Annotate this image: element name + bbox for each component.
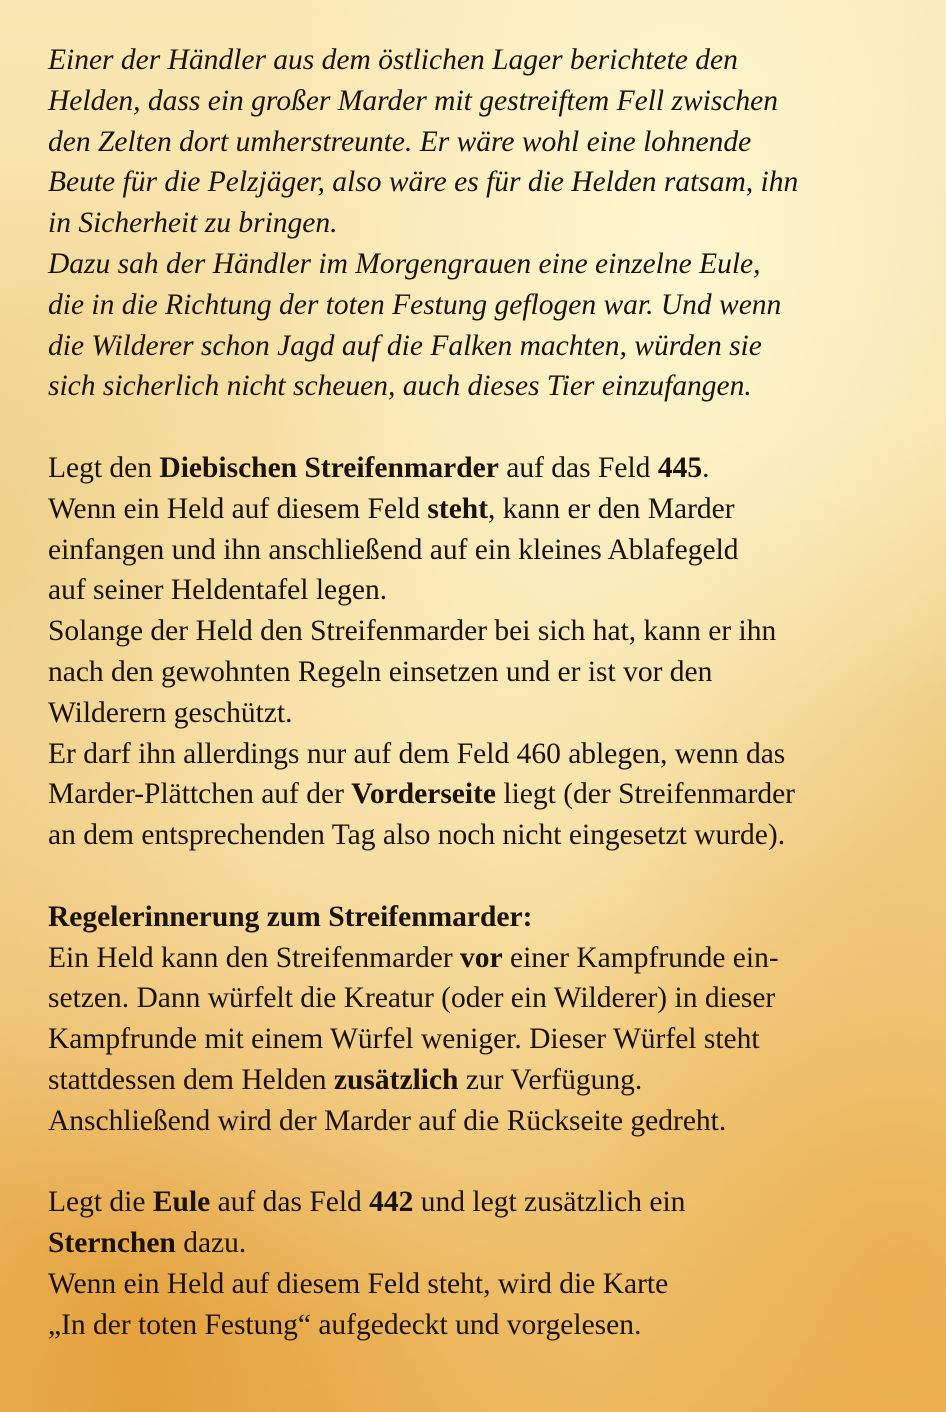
rule-line: Er darf ihn allerdings nur auf dem Feld 460 ablegen, wenn das: [48, 737, 786, 770]
rule-line: nach den gewohnten Regeln einsetzen und er ist vor den: [48, 655, 713, 688]
text-run: einer Kampfrunde ein-: [502, 941, 779, 974]
text-run: und legt zusätzlich ein: [413, 1186, 686, 1219]
rule-line: an dem entsprechenden Tag also noch nicht eingesetzt wurde).: [48, 819, 786, 852]
paragraph-gap: [48, 1142, 916, 1183]
text-run: dazu.: [175, 1227, 247, 1260]
rule-line: einfangen und ihn anschließend auf ein kleines Ablafegeld: [48, 533, 739, 566]
text-run: auf das Feld: [498, 451, 658, 484]
marder-rules: [48, 448, 916, 856]
emphasis: steht: [427, 492, 489, 525]
paragraph-gap: [48, 407, 916, 448]
intro-line: die in die Richtung der toten Festung geflogen war. Und wenn: [48, 288, 782, 321]
rule-line: [48, 1060, 916, 1101]
intro-line: Einer der Händler aus dem östlichen Lager berichtete den: [48, 44, 738, 76]
heading-text: Regelerinnerung zum Streifenmarder:: [48, 900, 533, 933]
text-run: zur Verfügung.: [458, 1063, 643, 1096]
rule-line: „In der toten Festung“ aufgedeckt und vorgelesen.: [48, 1308, 642, 1341]
reminder-heading: [48, 897, 916, 938]
field-number: 442: [369, 1186, 414, 1219]
text-run: auf das Feld: [210, 1186, 370, 1219]
intro-line: den Zelten dort umherstreunte. Er wäre wohl eine lohnende: [48, 125, 752, 158]
text-run: liegt (der Streifenmarder: [496, 778, 795, 811]
star-token-name: Sternchen: [48, 1227, 176, 1260]
paragraph-gap: [48, 856, 916, 897]
intro-line: Helden, dass ein großer Marder mit gestreiftem Fell zwischen: [48, 84, 779, 117]
rule-line: [48, 1223, 916, 1264]
rule-line: setzen. Dann würfelt die Kreatur (oder ein Wilderer) in dieser: [48, 982, 776, 1015]
text-run: stattdessen dem Helden: [48, 1063, 334, 1096]
intro-line: sich sicherlich nicht scheuen, auch dieses Tier einzufangen.: [48, 370, 752, 403]
intro-line: Beute für die Pelzjäger, also wäre es für die Helden ratsam, ihn: [48, 166, 799, 199]
intro-line: Dazu sah der Händler im Morgengrauen eine einzelne Eule,: [48, 247, 761, 280]
rule-line: Wilderern geschützt.: [48, 696, 293, 729]
text-run: Wenn ein Held auf diesem Feld: [48, 492, 428, 525]
rule-line: Wenn ein Held auf diesem Feld steht, wird die Karte: [48, 1267, 669, 1300]
rule-line: [48, 489, 916, 530]
field-number: 445: [657, 451, 703, 484]
rule-line: [48, 448, 916, 489]
reminder-section: [48, 897, 916, 1142]
rule-line: Anschließend wird der Marder auf die Rückseite gedreht.: [48, 1104, 727, 1137]
emphasis: Vorderseite: [351, 778, 497, 811]
text-run: Legt den: [48, 451, 160, 484]
intro-line: in Sicherheit zu bringen.: [48, 207, 338, 240]
intro-line: die Wilderer schon Jagd auf die Falken machten, würden sie: [48, 329, 762, 362]
rule-line: auf seiner Heldentafel legen.: [48, 574, 388, 607]
rule-line: [48, 938, 916, 979]
emphasis: zusätzlich: [333, 1063, 459, 1096]
emphasis: vor: [460, 941, 503, 974]
rule-line: [48, 774, 916, 815]
marder-token-name: Diebischen Streifenmarder: [159, 451, 499, 484]
rule-line: Solange der Held den Streifenmarder bei sich hat, kann er ihn: [48, 615, 777, 648]
eule-rules: [48, 1182, 916, 1345]
text-run: Legt die: [48, 1186, 153, 1219]
rule-line: Kampfrunde mit einem Würfel weniger. Dieser Würfel steht: [48, 1023, 760, 1056]
text-run: .: [702, 451, 710, 484]
intro-narrative: [48, 40, 916, 407]
rule-line: [48, 1182, 916, 1223]
eule-token-name: Eule: [152, 1186, 211, 1219]
text-run: Marder-Plättchen auf der: [48, 778, 352, 811]
text-run: , kann er den Marder: [488, 492, 735, 525]
text-run: Ein Held kann den Streifenmarder: [48, 941, 461, 974]
